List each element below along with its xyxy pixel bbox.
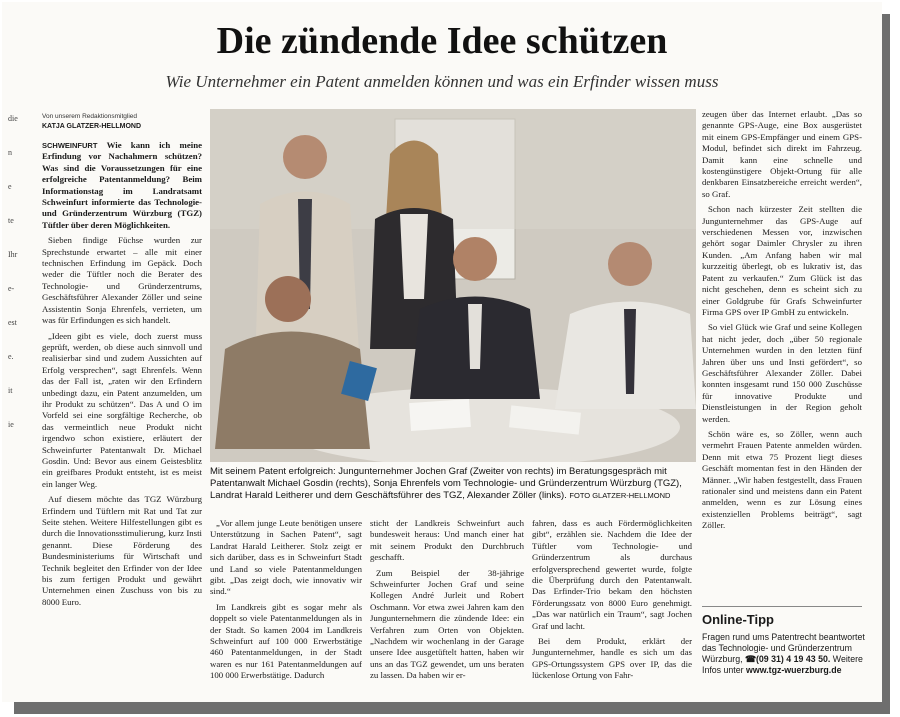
lead-text: Wie kann ich meine Erfindung vor Nachahmern schützen? Was sind die Voraussetzungen für eine erfolgreiche Patentanmeldung? Beim Informationstag im Landratsamt Schweinfurt informierte das Technologie- und Gründerzentrum Würzburg (TGZ) Tüftler über deren Möglichkeiten. bbox=[42, 140, 202, 230]
body-paragraph: So viel Glück wie Graf und seine Kollegen hat nicht jeder, doch „über 50 regionale Unternehmen wurden in den letzten fünf Jahren über uns und Insti gefördert“, so Geschäftsführer Alexander Zöller. Dabei konnten insgesamt rund 150 000 Zuschüsse für innovative Produkte und Dienstleistungen in der Region geholt werden. bbox=[702, 322, 862, 424]
caption-text: Mit seinem Patent erfolgreich: Jungunternehmer Jochen Graf (Zweiter von rechts) im Beratungsgespräch mit Patentanwalt Michael Gosdin (rechts), Sonja Ehrenfels vom Technologie- und Gründerzentrum Würzburg (TGZ), Landrat Harald Leitherer und dem Geschäftsführer des TGZ, Alexander Zöller (links). bbox=[210, 466, 682, 501]
edge-fragment: e- bbox=[8, 284, 15, 293]
body-paragraph: Schön wäre es, so Zöller, wenn auch vermehrt Frauen Patente anmelden würden. Denn mit etwa 75 Prozent liegt dieses Geschäft momentan fest in den Händen der Männer. „Wir haben festgestellt, dass Frauen rationaler sind und meistens dann ein Patent anmelden, wenn es zur Lösung eines existenziellen Problems beiträgt“, sagt Zöller. bbox=[702, 428, 862, 531]
body-paragraph: fahren, dass es auch Fördermöglichkeiten gibt“, erzählen sie. Nachdem die Idee der Tüftler vom Technologie- und Gründerzentrum als durchaus erfolgversprechend gewertet wurde, folgte die Überprüfung durch den Patentanwalt. Das Erfinder-Trio bekam den höchsten Förderungssatz von 8000 Euro genehmigt. „Das war natürlich ein Traum“, sagt Jochen Graf und lacht. bbox=[532, 518, 692, 631]
edge-fragment: e bbox=[8, 182, 12, 191]
body-paragraph: zeugen über das Internet erlaubt. „Das so genannte GPS-Auge, eine Box ausgerüstet mit einem GPS-Empfänger und einem GPS-Modul, befindet sich direkt im Fahrzeug. Damit kann eine schnelle und kostengünstigere Objekt-Ortung für alle denkbaren Einsatzbereiche erreicht werden“, so Graf. bbox=[702, 109, 862, 199]
website-link[interactable]: www.tgz-wuerzburg.de bbox=[746, 665, 842, 675]
edge-fragment: Ihr bbox=[8, 250, 18, 259]
lead-paragraph bbox=[42, 140, 202, 231]
online-tip-box bbox=[702, 632, 867, 676]
article-column-5 bbox=[702, 109, 862, 536]
edge-fragment: n bbox=[8, 148, 12, 157]
body-paragraph: sticht der Landkreis Schweinfurt auch bundesweit heraus: Und manch einer hat mit seinem Produkt den Durchbruch geschafft. bbox=[370, 518, 524, 563]
byline-author: KATJA GLATZER-HELLMOND bbox=[42, 123, 142, 130]
edge-fragment: est bbox=[8, 318, 17, 327]
divider bbox=[702, 606, 862, 607]
body-paragraph: Zum Beispiel der 38-jährige Schweinfurter Jochen Graf und seine Kollegen André Jurleit und Robert Oschmann. Vor etwa zwei Jahren kam den Jungunternehmern die zündende Idee: ein Verfahren zum Orten von Objekten. „Nachdem wir wochenlang in der Garage unsere Idee ausgetüftelt hatten, haben wir uns an das TGZ gewendet, um uns beraten zu lassen. Da haben wir er- bbox=[370, 567, 524, 681]
article-column-3 bbox=[370, 518, 524, 686]
subheadline: Wie Unternehmer ein Patent anmelden können und was ein Erfinder wissen muss bbox=[165, 72, 719, 91]
neighbor-column-fragments bbox=[8, 102, 22, 442]
body-paragraph: Bei dem Produkt, erklärt der Jungunternehmer, handle es sich um das GPS-Ortungssystem GPS over IP, das die lückenlose Ortung von Fahr- bbox=[532, 636, 692, 681]
online-tip-more: Weitere Infos unter bbox=[702, 654, 863, 675]
edge-fragment: die bbox=[8, 114, 18, 123]
body-paragraph: Auf diesem möchte das TGZ Würzburg Erfindern und Tüftlern mit Rat und Tat zur Seite stehen. Weitere Hilfestellungen gibt es durch die Innovationsstimulierung, kurz Insti genannt. Diese Förderung des Bundesministeriums für Wirtschaft und Technik begleitet den Erfinder von der Idee bis zum fertigen Produkt und gewährt Unternehmen einen Zuschuss von bis zu 8000 Euro. bbox=[42, 494, 202, 607]
body-paragraph: „Vor allem junge Leute benötigen unsere Unterstützung in Sachen Patent“, sagt Landrat Harald Leitherer. Stolz zeigt er sich darüber, dass es in Schweinfurt Stadt und Land so viele Patentanmeldungen gibt. „Das zeigt doch, wie innovativ wir sind.“ bbox=[210, 518, 362, 597]
meeting-photo-illustration bbox=[210, 109, 696, 462]
body-paragraph: Sieben findige Füchse wurden zur Sprechstunde erwartet – alle mit einer technischen Erfindung im Gepäck. Doch weder die Tüftler noch die Berater des Technologie- und Gründerzentrums, Geschäftsführer Alexander Zöller und seine Assistentin Sonja Ehrenfels, verrieten, um was für Erfindungen es sich handelt. bbox=[42, 235, 202, 326]
body-paragraph: „Ideen gibt es viele, doch zuerst muss geprüft, werden, ob diese auch sinnvoll und realisierbar sind und zudem Aussichten auf Erfolg versprechen“, sagt Ehrenfels. Wenn das der Fall ist, „raten wir den Erfindern unbedingt dazu, ein Patent anzumelden, um ihr Produkt zu schützen“. Das A und O im Vorfeld sei eine sorgfältige Recherche, ob das vermeintlich neue Produkt nicht irgendwo schon existiere, erläutert der Schweinfurter Patentanwalt Dr. Michael Gosdin. Und: Bevor aus einem Geistesblitz ein greifbares Produkt entsteht, ist es meist ein langer Weg. bbox=[42, 330, 202, 489]
edge-fragment: e. bbox=[8, 352, 14, 361]
photo-credit: FOTO GLATZER-HELLMOND bbox=[569, 491, 671, 500]
online-tip-text: Fragen rund ums Patentrecht beantwortet das Technologie- und Gründerzentrum Würzburg, bbox=[702, 632, 865, 664]
article-column-1 bbox=[42, 140, 202, 612]
online-tip-title: Online-Tipp bbox=[702, 612, 774, 627]
phone-number: ☎(09 31) 4 19 43 50. bbox=[745, 654, 831, 664]
article-column-2 bbox=[210, 518, 362, 686]
newspaper-clipping bbox=[2, 2, 882, 702]
byline-intro: Von unserem Redaktionsmitglied bbox=[42, 113, 138, 120]
edge-fragment: ie bbox=[8, 420, 14, 429]
press-photo bbox=[210, 109, 696, 462]
photo-caption bbox=[210, 466, 696, 502]
body-paragraph: Schon nach kürzester Zeit stellten die Jungunternehmer das GPS-Auge auf verschiedenen Messen vor, inzwischen gehört sogar Daimler Chrysler zu ihren Kunden. „Am Anfang haben wir mal kurzzeitig überlegt, ob es lukrativ ist, das Patent zu verkaufen.“ Zum Glück ist das nicht geschehen, denn es scheint sich zu einer Goldgrube für Grafs Schweinfurter Firma GPS over IP GmbH zu entwickeln. bbox=[702, 204, 862, 317]
dateline: SCHWEINFURT bbox=[42, 141, 98, 150]
edge-fragment: it bbox=[8, 386, 13, 395]
article-column-4 bbox=[532, 518, 692, 686]
edge-fragment: te bbox=[8, 216, 14, 225]
body-paragraph: Im Landkreis gibt es sogar mehr als doppelt so viele Patentanmeldungen als in der Stadt. So kamen 2004 im Landkreis Schweinfurt auf 100 000 Erwerbstätige 460 Patentanmeldungen, in der Stadt waren es nur 161 Patentanmeldungen auf 100 000 Erwerbstätige. Dadurch bbox=[210, 601, 362, 681]
headline: Die zündende Idee schützen bbox=[216, 20, 668, 62]
